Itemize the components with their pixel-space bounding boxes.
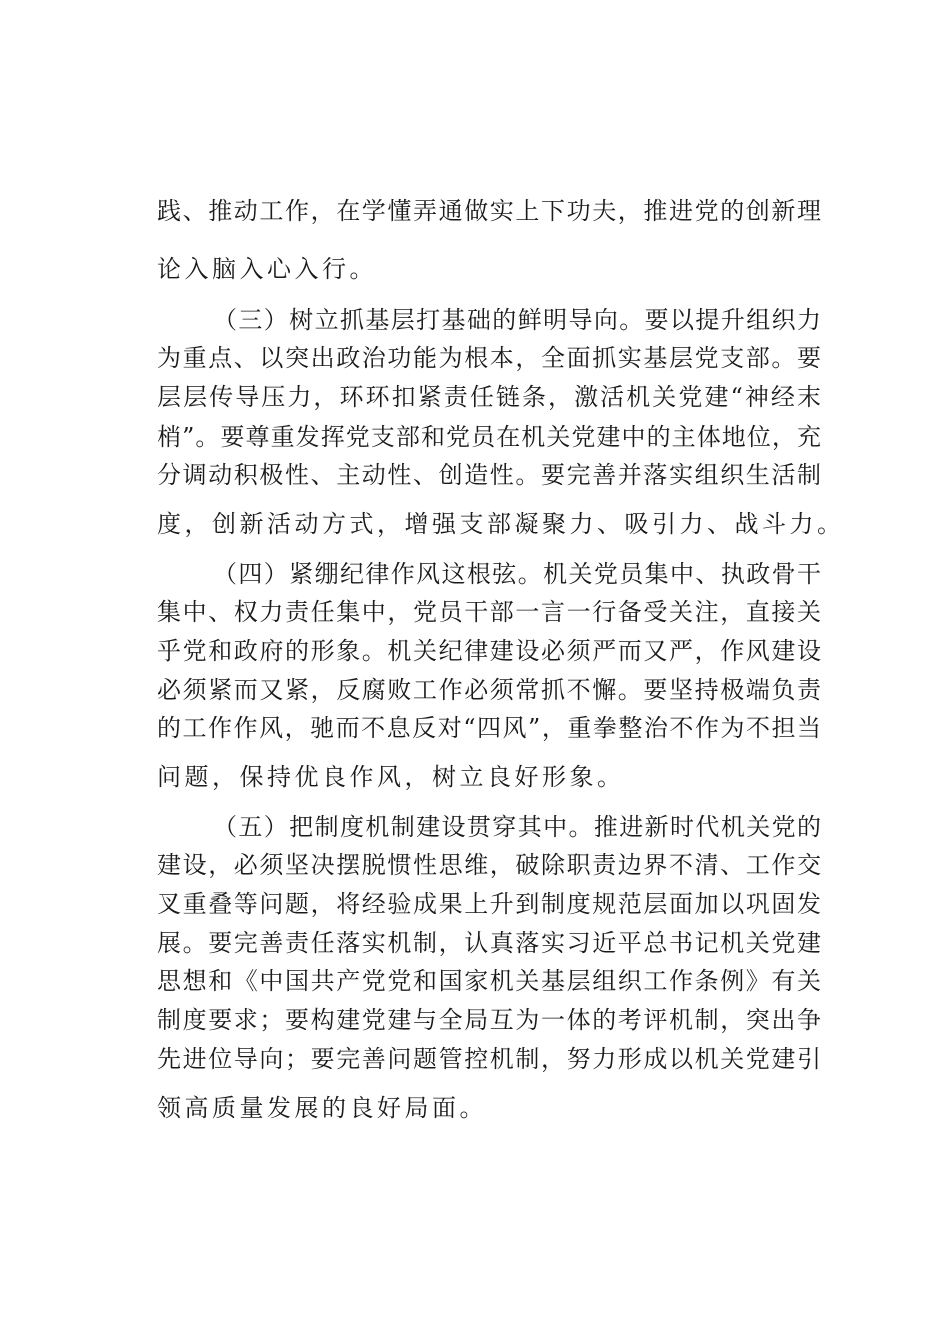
- body-text-line: 乎党和政府的形象。机关纪律建设必须严而又严，作风建设: [157, 637, 821, 665]
- body-text-line: 叉重叠等问题，将经验成果上升到制度规范层面加以巩固发: [157, 890, 821, 918]
- body-text-line: 展。要完善责任落实机制，认真落实习近平总书记机关党建: [157, 929, 821, 957]
- body-text-line: 论入脑入心入行。: [157, 255, 377, 283]
- body-text-line: 践、推动工作，在学懂弄通做实上下功夫，推进党的创新理: [157, 197, 821, 225]
- body-text-line: 先进位导向；要完善问题管控机制，努力形成以机关党建引: [157, 1045, 821, 1073]
- section-heading-three: （三）树立抓基层打基础的鲜明导向。要以提升组织力: [213, 306, 821, 334]
- section-heading-four: （四）紧绷纪律作风这根弦。机关党员集中、执政骨干: [213, 560, 821, 588]
- body-text-line: 制度要求；要构建党建与全局互为一体的考评机制，突出争: [157, 1006, 821, 1034]
- body-text-line: 领高质量发展的良好局面。: [157, 1094, 487, 1122]
- body-text-line: 分调动积极性、主动性、创造性。要完善并落实组织生活制: [157, 461, 821, 489]
- body-text-line: 的工作作风，驰而不息反对“四风”，重拳整治不作为不担当: [157, 714, 821, 742]
- body-text-line: 为重点、以突出政治功能为根本，全面抓实基层党支部。要: [157, 344, 821, 372]
- body-text-line: 梢”。要尊重发挥党支部和党员在机关党建中的主体地位，充: [157, 423, 821, 451]
- body-text-line: 集中、权力责任集中，党员干部一言一行备受关注，直接关: [157, 598, 821, 626]
- body-text-line: 建设，必须坚决摆脱惯性思维，破除职责边界不清、工作交: [157, 851, 821, 879]
- body-text-line: 层层传导压力，环环扣紧责任链条，激活机关党建“神经末: [157, 383, 821, 411]
- body-text-line: 度，创新活动方式，增强支部凝聚力、吸引力、战斗力。: [157, 510, 845, 538]
- body-text-line: 必须紧而又紧，反腐败工作必须常抓不懈。要坚持极端负责: [157, 676, 821, 704]
- body-text-line: 思想和《中国共产党党和国家机关基层组织工作条例》有关: [157, 967, 821, 995]
- body-text-line: 问题，保持优良作风，树立良好形象。: [157, 763, 625, 791]
- section-heading-five: （五）把制度机制建设贯穿其中。推进新时代机关党的: [213, 813, 821, 841]
